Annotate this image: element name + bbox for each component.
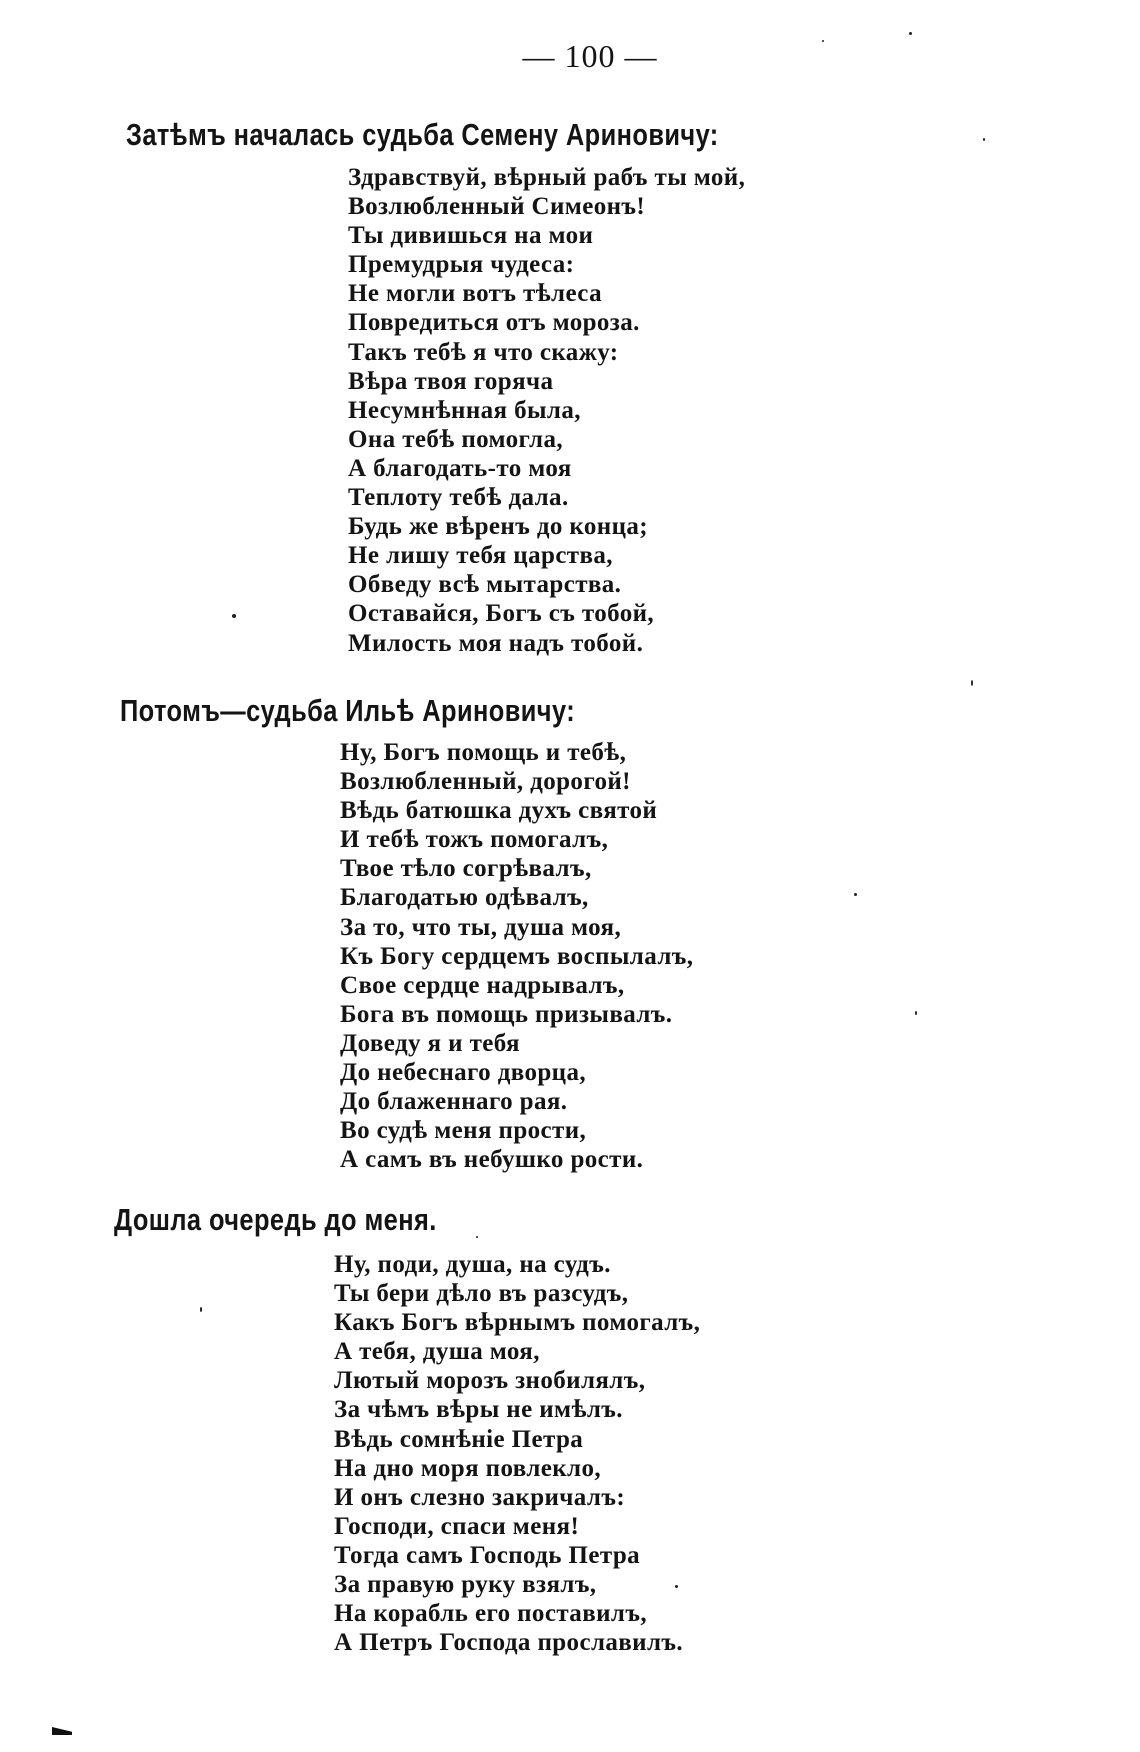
scan-speck xyxy=(232,614,236,618)
section-heading-semen: Затѣмъ началась судьба Семену Ариновичу: xyxy=(126,117,719,152)
scan-speck xyxy=(983,138,985,141)
verse-line: Ты дивишься на мои xyxy=(348,222,594,250)
verse-line: До блаженнаго рая. xyxy=(340,1088,568,1116)
scan-speck xyxy=(822,40,824,42)
verse-line: Обведу всѣ мытарства. xyxy=(348,571,622,599)
stanza-ilya xyxy=(340,738,693,1174)
verse-line: А Петръ Господа прославилъ. xyxy=(334,1629,684,1657)
verse-line: На корабль его поставилъ, xyxy=(334,1600,647,1628)
verse-line: Доведу я и тебя xyxy=(340,1029,520,1057)
section-heading-ilya: Потомъ—судьба Ильѣ Ариновичу: xyxy=(120,693,576,728)
verse-line: Здравствуй, вѣрный рабъ ты мой, xyxy=(348,164,746,191)
verse-line: Будь же вѣренъ до конца; xyxy=(348,513,649,541)
verse-line: До небеснаго дворца, xyxy=(340,1059,587,1087)
verse-line: Благодатью одѣвалъ, xyxy=(340,884,589,912)
verse-line: Лютый морозъ знобилялъ, xyxy=(334,1367,646,1395)
verse-line: Премудрыя чудеса: xyxy=(348,251,575,279)
verse-line: Какъ Богъ вѣрнымъ помогалъ, xyxy=(334,1309,701,1337)
verse-line: Оставайся, Богъ съ тобой, xyxy=(348,600,655,628)
stanza-me xyxy=(334,1250,700,1657)
verse-line: Вѣра твоя горяча xyxy=(348,367,554,395)
scan-speck xyxy=(476,1236,478,1238)
verse-line: За то, что ты, душа моя, xyxy=(340,913,622,941)
verse-line: Несумнѣнная была, xyxy=(348,396,581,424)
verse-line: Во судѣ меня прости, xyxy=(340,1117,587,1145)
verse-line: Не могли вотъ тѣлеса xyxy=(348,280,602,308)
verse-line: Ты бери дѣло въ разсудъ, xyxy=(334,1280,629,1308)
page-number: — 100 — xyxy=(522,38,658,74)
verse-line: А благодать-то моя xyxy=(348,454,572,482)
scan-speck xyxy=(854,893,857,896)
verse-line: За правую руку взялъ, xyxy=(334,1571,597,1599)
verse-line: Господи, спаси меня! xyxy=(334,1512,580,1540)
scan-speck xyxy=(200,1307,202,1312)
verse-line: Возлюбленный Симеонъ! xyxy=(348,193,646,221)
verse-line: Теплоту тебѣ дала. xyxy=(348,484,569,512)
verse-line: А тебя, душа моя, xyxy=(334,1338,540,1366)
verse-line: Бога въ помощь призывалъ. xyxy=(340,1000,673,1028)
verse-line: И онъ слезно закричалъ: xyxy=(334,1483,626,1511)
verse-line: Вѣдь батюшка духъ святой xyxy=(340,797,658,825)
verse-line: Возлюбленный, дорогой! xyxy=(340,768,631,796)
verse-line: Милость моя надъ тобой. xyxy=(348,629,644,657)
stanza-semen xyxy=(348,163,745,658)
verse-line: За чѣмъ вѣры не имѣлъ. xyxy=(334,1396,623,1424)
verse-line: Къ Богу сердцемъ воспылалъ, xyxy=(340,942,694,970)
section-heading-me: Дошла очередь до меня. xyxy=(114,1202,437,1237)
scan-speck xyxy=(971,680,973,686)
verse-line: Повредиться отъ мороза. xyxy=(348,309,640,337)
verse-line: Не лишу тебя царства, xyxy=(348,542,613,570)
verse-line: Твое тѣло согрѣвалъ, xyxy=(340,855,592,883)
scan-speck xyxy=(909,32,912,35)
scan-speck xyxy=(675,1585,678,1588)
verse-line: Ну, поди, душа, на судъ. xyxy=(334,1251,611,1278)
scan-speck xyxy=(915,1011,917,1015)
verse-line: Свое сердце надрывалъ, xyxy=(340,971,625,999)
verse-line: Такъ тебѣ я что скажу: xyxy=(348,338,619,366)
verse-line: А самъ въ небушко рости. xyxy=(340,1146,644,1174)
verse-line: На дно моря повлекло, xyxy=(334,1454,602,1482)
scan-mark xyxy=(52,1727,72,1735)
verse-line: Вѣдь сомнѣніе Петра xyxy=(334,1425,584,1453)
verse-line: Ну, Богъ помощь и тебѣ, xyxy=(340,739,627,766)
verse-line: И тебѣ тожъ помогалъ, xyxy=(340,826,609,854)
verse-line: Она тебѣ помогла, xyxy=(348,425,564,453)
verse-line: Тогда самъ Господь Петра xyxy=(334,1541,641,1569)
